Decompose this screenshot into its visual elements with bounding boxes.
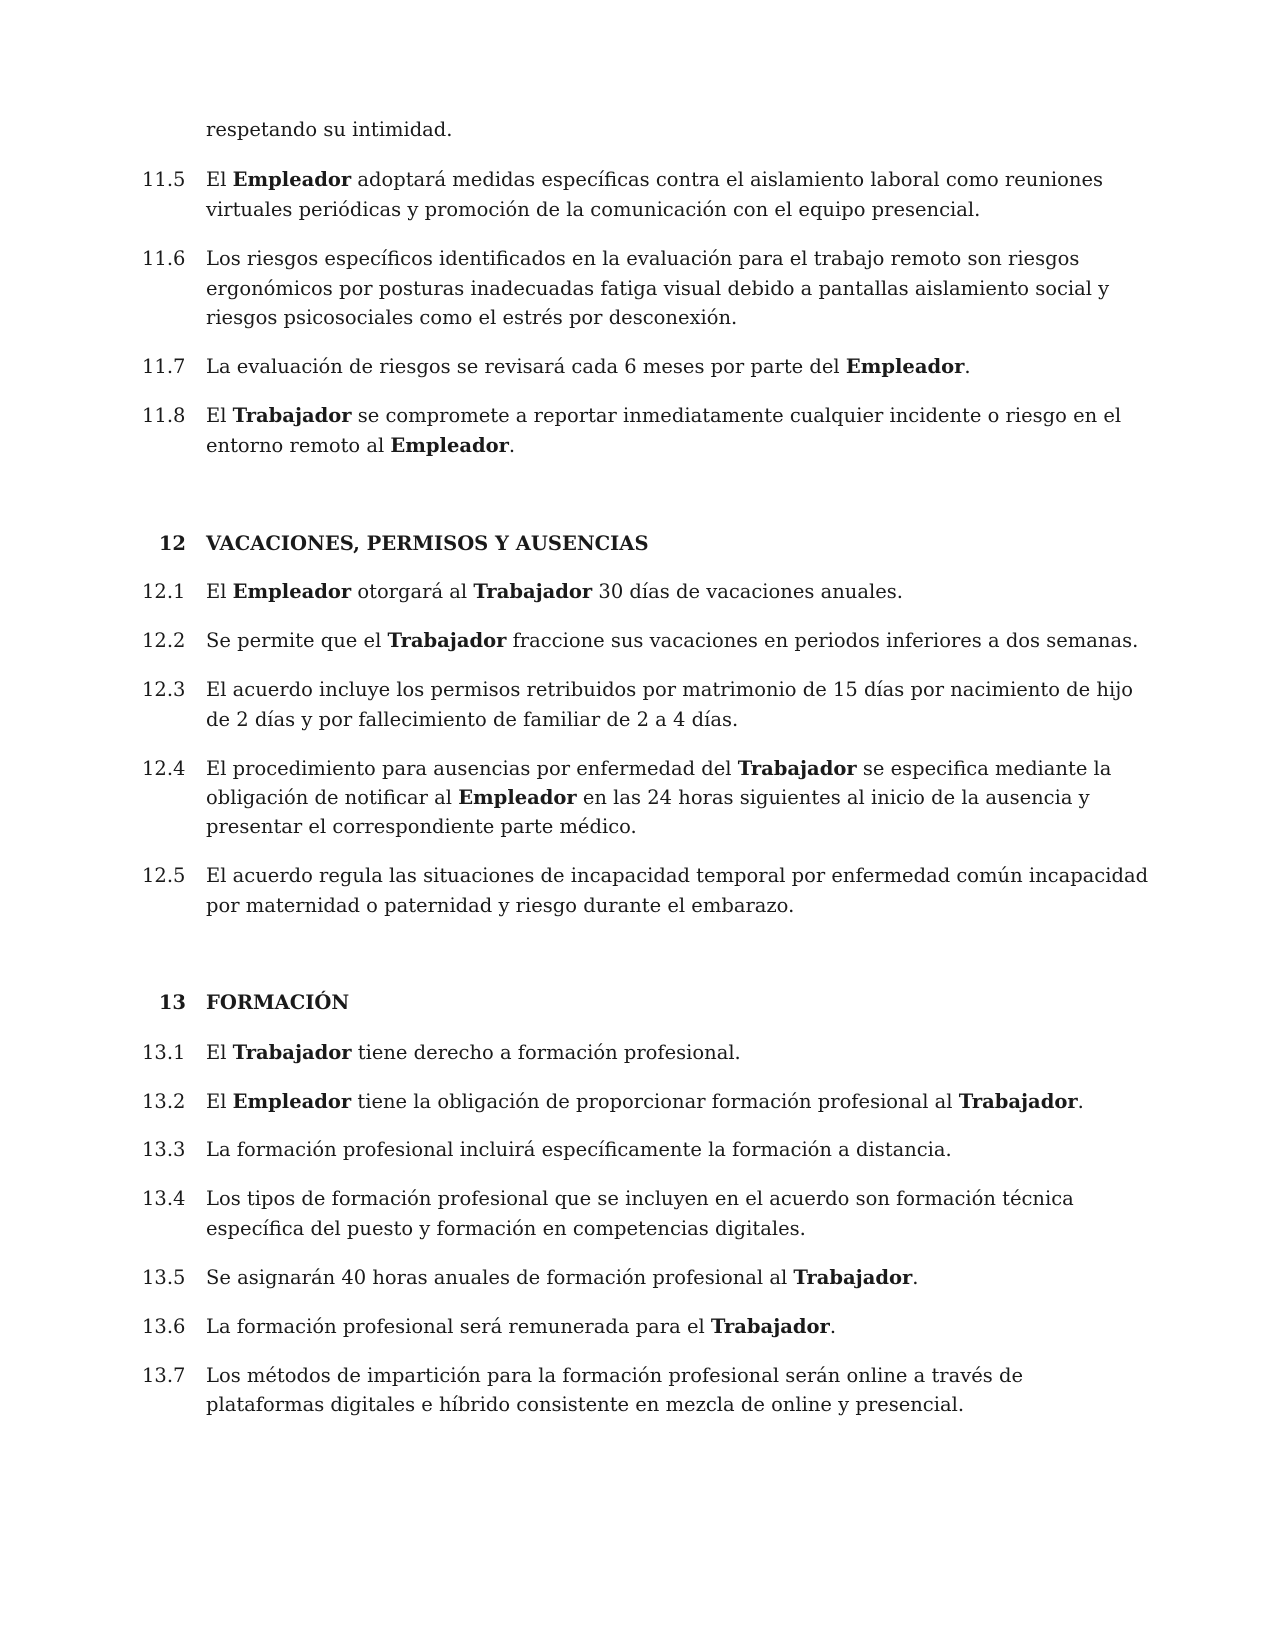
clause-text: Se asignarán 40 horas anuales de formación profesional al Trabajador. bbox=[206, 1266, 919, 1289]
clause-number: 12.4 bbox=[142, 757, 186, 780]
clause-number: 11.6 bbox=[142, 247, 186, 270]
section-number: 13 bbox=[158, 991, 186, 1014]
clause-text: virtuales periódicas y promoción de la comunicación con el equipo presencial. bbox=[206, 198, 981, 221]
clause-text: La formación profesional incluirá específicamente la formación a distancia. bbox=[206, 1138, 952, 1161]
clause-text: El Trabajador se compromete a reportar inmediatamente cualquier incidente o riesgo en el bbox=[206, 404, 1122, 427]
clause-text: El procedimiento para ausencias por enfermedad del Trabajador se especifica mediante la bbox=[206, 757, 1112, 780]
section-title: FORMACIÓN bbox=[206, 991, 350, 1014]
clause-text: Los tipos de formación profesional que se incluyen en el acuerdo son formación técnica bbox=[206, 1187, 1074, 1210]
clause-text: El Trabajador tiene derecho a formación profesional. bbox=[206, 1041, 741, 1064]
clause-text: de 2 días y por fallecimiento de familiar de 2 a 4 días. bbox=[206, 708, 739, 731]
clause-number: 11.5 bbox=[142, 168, 186, 191]
section-number: 12 bbox=[158, 532, 186, 555]
clause-text: plataformas digitales e híbrido consistente en mezcla de online y presencial. bbox=[206, 1393, 965, 1416]
clause-number: 11.8 bbox=[142, 404, 186, 427]
clause-number: 13.2 bbox=[142, 1090, 186, 1113]
clause-text: Los riesgos específicos identificados en la evaluación para el trabajo remoto son riesgos bbox=[206, 247, 1080, 270]
clause-text: La formación profesional será remunerada para el Trabajador. bbox=[206, 1315, 837, 1338]
clause-text: Se permite que el Trabajador fraccione sus vacaciones en periodos inferiores a dos semanas. bbox=[206, 629, 1139, 652]
clause-number: 13.3 bbox=[142, 1138, 186, 1161]
clause-number: 12.3 bbox=[142, 678, 186, 701]
clause-text: por maternidad o paternidad y riesgo durante el embarazo. bbox=[206, 894, 795, 917]
continuation-text: respetando su intimidad. bbox=[206, 118, 453, 141]
clause-text: La evaluación de riesgos se revisará cada 6 meses por parte del Empleador. bbox=[206, 355, 971, 378]
clause-text: El Empleador otorgará al Trabajador 30 días de vacaciones anuales. bbox=[206, 580, 903, 603]
clause-text: específica del puesto y formación en competencias digitales. bbox=[206, 1217, 806, 1240]
clause-number: 13.7 bbox=[142, 1364, 186, 1387]
clause-text: obligación de notificar al Empleador en las 24 horas siguientes al inicio de la ausencia y bbox=[206, 786, 1090, 809]
clause-number: 13.1 bbox=[142, 1041, 186, 1064]
clause-text: riesgos psicosociales como el estrés por desconexión. bbox=[206, 306, 738, 329]
clause-number: 12.1 bbox=[142, 580, 186, 603]
clause-text: El Empleador adoptará medidas específicas contra el aislamiento laboral como reuniones bbox=[206, 168, 1103, 191]
clause-number: 13.6 bbox=[142, 1315, 186, 1338]
clause-text: El acuerdo regula las situaciones de incapacidad temporal por enfermedad común incapacidad bbox=[206, 864, 1149, 887]
clause-text: entorno remoto al Empleador. bbox=[206, 434, 516, 457]
clause-text: El Empleador tiene la obligación de proporcionar formación profesional al Trabajador. bbox=[206, 1090, 1084, 1113]
section-title: VACACIONES, PERMISOS Y AUSENCIAS bbox=[206, 532, 649, 555]
clause-number: 12.2 bbox=[142, 629, 186, 652]
clause-number: 13.4 bbox=[142, 1187, 186, 1210]
clause-number: 11.7 bbox=[142, 355, 186, 378]
clause-text: ergonómicos por posturas inadecuadas fatiga visual debido a pantallas aislamiento social y bbox=[206, 277, 1110, 300]
clause-text: El acuerdo incluye los permisos retribuidos por matrimonio de 15 días por nacimiento de hijo bbox=[206, 678, 1133, 701]
clause-text: Los métodos de impartición para la formación profesional serán online a través de bbox=[206, 1364, 1024, 1387]
clause-number: 13.5 bbox=[142, 1266, 186, 1289]
clause-number: 12.5 bbox=[142, 864, 186, 887]
clause-text: presentar el correspondiente parte médico. bbox=[206, 815, 637, 838]
